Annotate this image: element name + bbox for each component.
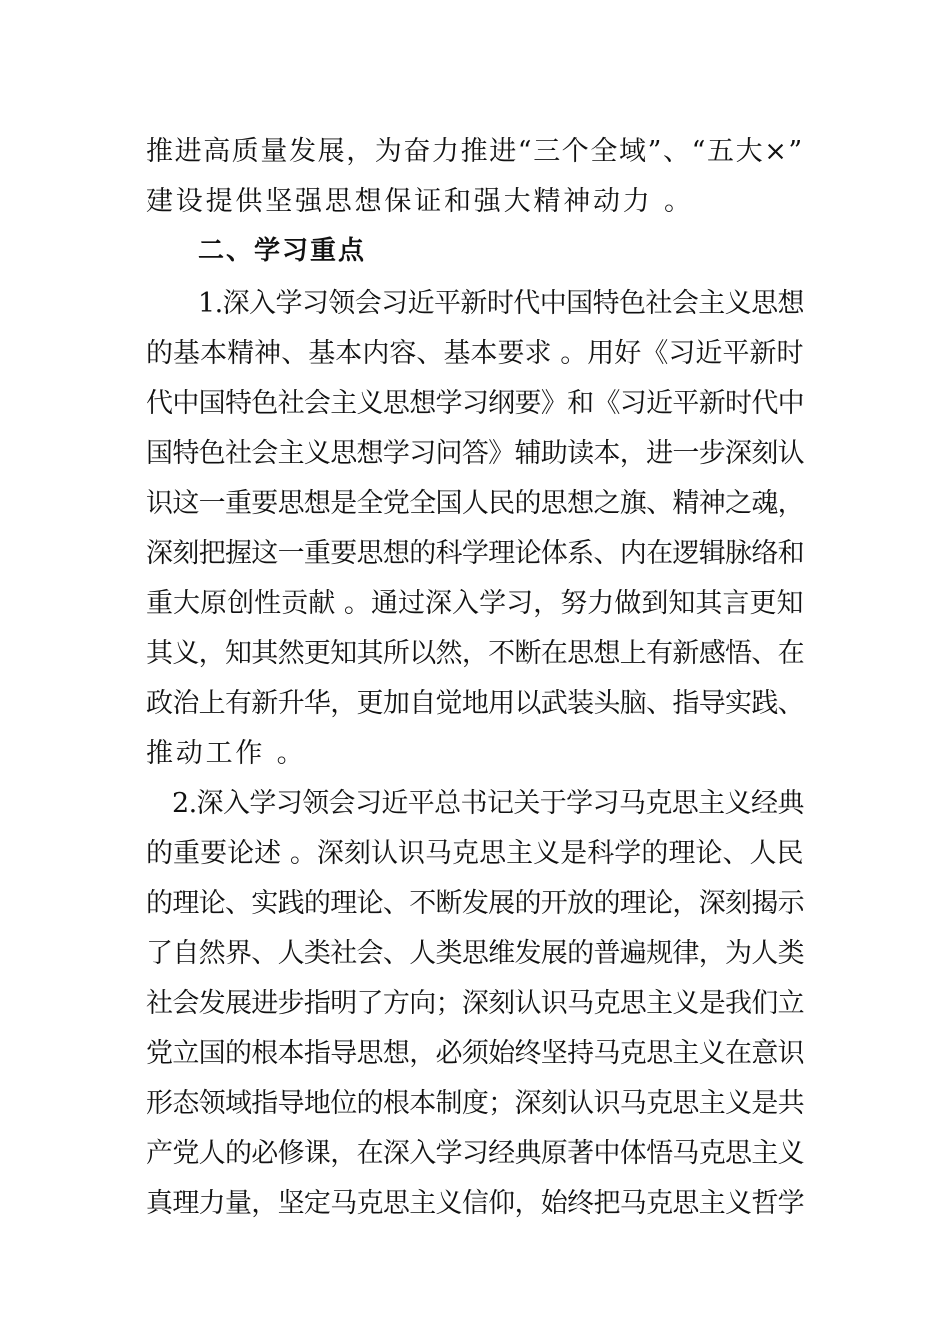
- item2-line-3: 的理论、实践的理论、不断发展的开放的理论，深刻揭示: [146, 888, 804, 919]
- item1-line-10: 推动工作 。: [146, 738, 307, 769]
- item1-line-6: 深刻把握这一重要思想的科学理论体系、内在逻辑脉络和: [146, 538, 804, 569]
- section-heading: 二、学习重点: [198, 236, 367, 266]
- item2-line-7: 形态领域指导地位的根本制度；深刻认识马克思主义是共: [146, 1088, 804, 1119]
- item1-line-2: 的基本精神、基本内容、基本要求 。用好《习近平新时: [146, 338, 804, 369]
- item1-line-4: 国特色社会主义思想学习问答》辅助读本，进一步深刻认: [146, 438, 804, 469]
- item2-line-6: 党立国的根本指导思想，必须始终坚持马克思主义在意识: [146, 1038, 804, 1069]
- item1-line-1: 1.深入学习领会习近平新时代中国特色社会主义思想: [198, 288, 804, 319]
- item1-line-9: 政治上有新升华，更加自觉地用以武装头脑、指导实践、: [146, 688, 804, 719]
- item2-line-4: 了自然界、人类社会、人类思维发展的普遍规律，为人类: [146, 938, 804, 969]
- item1-line-7: 重大原创性贡献 。通过深入学习，努力做到知其言更知: [146, 588, 804, 619]
- item2-line-2: 的重要论述 。深刻认识马克思主义是科学的理论、人民: [146, 838, 804, 869]
- item1-line-3: 代中国特色社会主义思想学习纲要》和《习近平新时代中: [146, 388, 804, 419]
- item2-line-9: 真理力量，坚定马克思主义信仰，始终把马克思主义哲学: [146, 1188, 804, 1219]
- item2-line-8: 产党人的必修课，在深入学习经典原著中体悟马克思主义: [146, 1138, 804, 1169]
- item2-line-5: 社会发展进步指明了方向；深刻认识马克思主义是我们立: [146, 988, 804, 1019]
- intro-line-2: 建设提供坚强思想保证和强大精神动力 。: [146, 186, 694, 217]
- item1-line-5: 识这一重要思想是全党全国人民的思想之旗、精神之魂，: [146, 488, 804, 519]
- item1-line-8: 其义，知其然更知其所以然，不断在思想上有新感悟、在: [146, 638, 804, 669]
- item2-line-1: 2.深入学习领会习近平总书记关于学习马克思主义经典: [172, 788, 804, 819]
- intro-line-1: 推进高质量发展，为奋力推进“三个全域”、“五大×”: [146, 136, 804, 167]
